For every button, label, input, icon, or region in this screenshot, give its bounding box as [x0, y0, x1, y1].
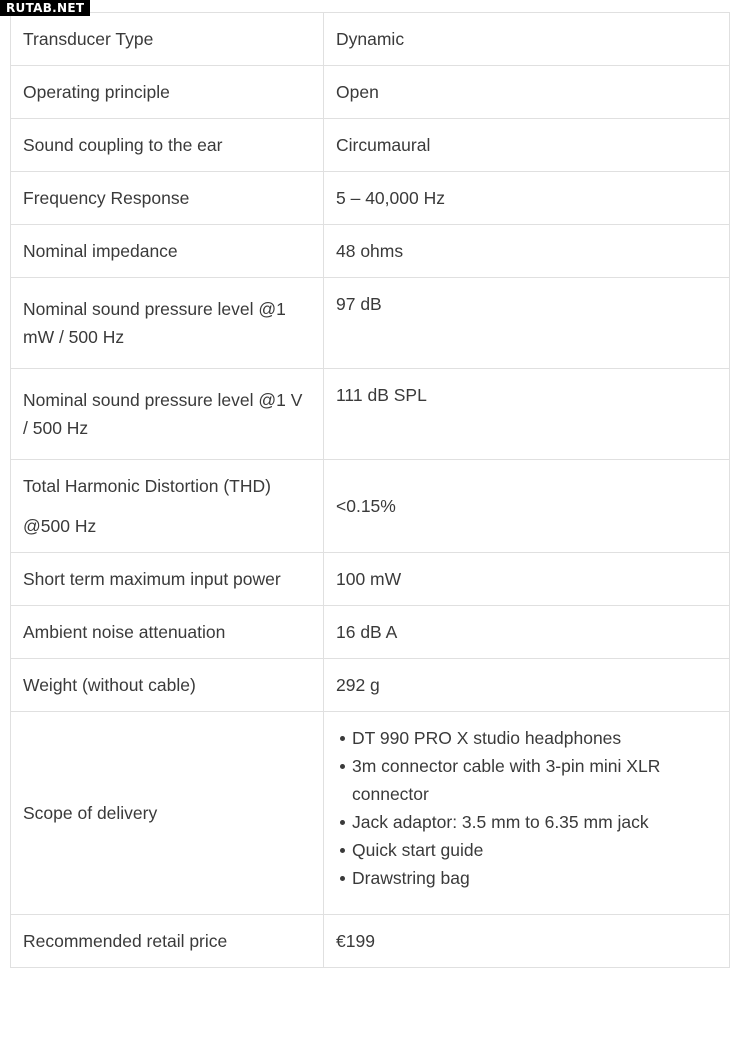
table-row — [11, 606, 730, 659]
spec-label: Recommended retail price — [11, 915, 324, 968]
spec-label: Scope of delivery — [11, 712, 324, 915]
spec-label: Nominal sound pressure level @1 V / 500 Hz — [11, 369, 324, 460]
table-row — [11, 172, 730, 225]
table-row — [11, 460, 730, 553]
spec-value-list-cell — [324, 712, 730, 915]
spec-label-note: @500 Hz — [23, 516, 97, 536]
spec-value: Circumaural — [324, 119, 730, 172]
table-row — [11, 225, 730, 278]
table-row — [11, 13, 730, 66]
spec-label-cell — [11, 460, 324, 553]
spec-label: Ambient noise attenuation — [11, 606, 324, 659]
spec-value: €199 — [324, 915, 730, 968]
spec-value: 48 ohms — [324, 225, 730, 278]
specifications-table — [10, 12, 730, 968]
table-row — [11, 553, 730, 606]
spec-value: <0.15% — [324, 460, 730, 553]
spec-label: Short term maximum input power — [11, 553, 324, 606]
spec-value: 16 dB A — [324, 606, 730, 659]
list-item: Quick start guide — [352, 836, 717, 864]
spec-value: 111 dB SPL — [324, 369, 730, 460]
spec-label: Frequency Response — [11, 172, 324, 225]
spec-value: Open — [324, 66, 730, 119]
delivery-list — [336, 724, 717, 892]
spec-value: 5 – 40,000 Hz — [324, 172, 730, 225]
spec-value: 292 g — [324, 659, 730, 712]
spec-label: Nominal sound pressure level @1 mW / 500 Hz — [11, 278, 324, 369]
spec-label: Total Harmonic Distortion (THD) — [23, 476, 271, 496]
spec-value: Dynamic — [324, 13, 730, 66]
table-row — [11, 66, 730, 119]
table-row — [11, 659, 730, 712]
watermark-logo: RUTAB.NET — [0, 0, 90, 16]
list-item: 3m connector cable with 3-pin mini XLR connector — [352, 752, 717, 808]
table-row — [11, 915, 730, 968]
list-item: Jack adaptor: 3.5 mm to 6.35 mm jack — [352, 808, 717, 836]
spec-label: Weight (without cable) — [11, 659, 324, 712]
spec-value: 100 mW — [324, 553, 730, 606]
spec-label: Nominal impedance — [11, 225, 324, 278]
list-item: DT 990 PRO X studio headphones — [352, 724, 717, 752]
list-item: Drawstring bag — [352, 864, 717, 892]
table-row — [11, 369, 730, 460]
table-row — [11, 278, 730, 369]
spec-label: Transducer Type — [11, 13, 324, 66]
spec-label: Operating principle — [11, 66, 324, 119]
table-row — [11, 119, 730, 172]
spec-value: 97 dB — [324, 278, 730, 369]
spec-label: Sound coupling to the ear — [11, 119, 324, 172]
table-row — [11, 712, 730, 915]
